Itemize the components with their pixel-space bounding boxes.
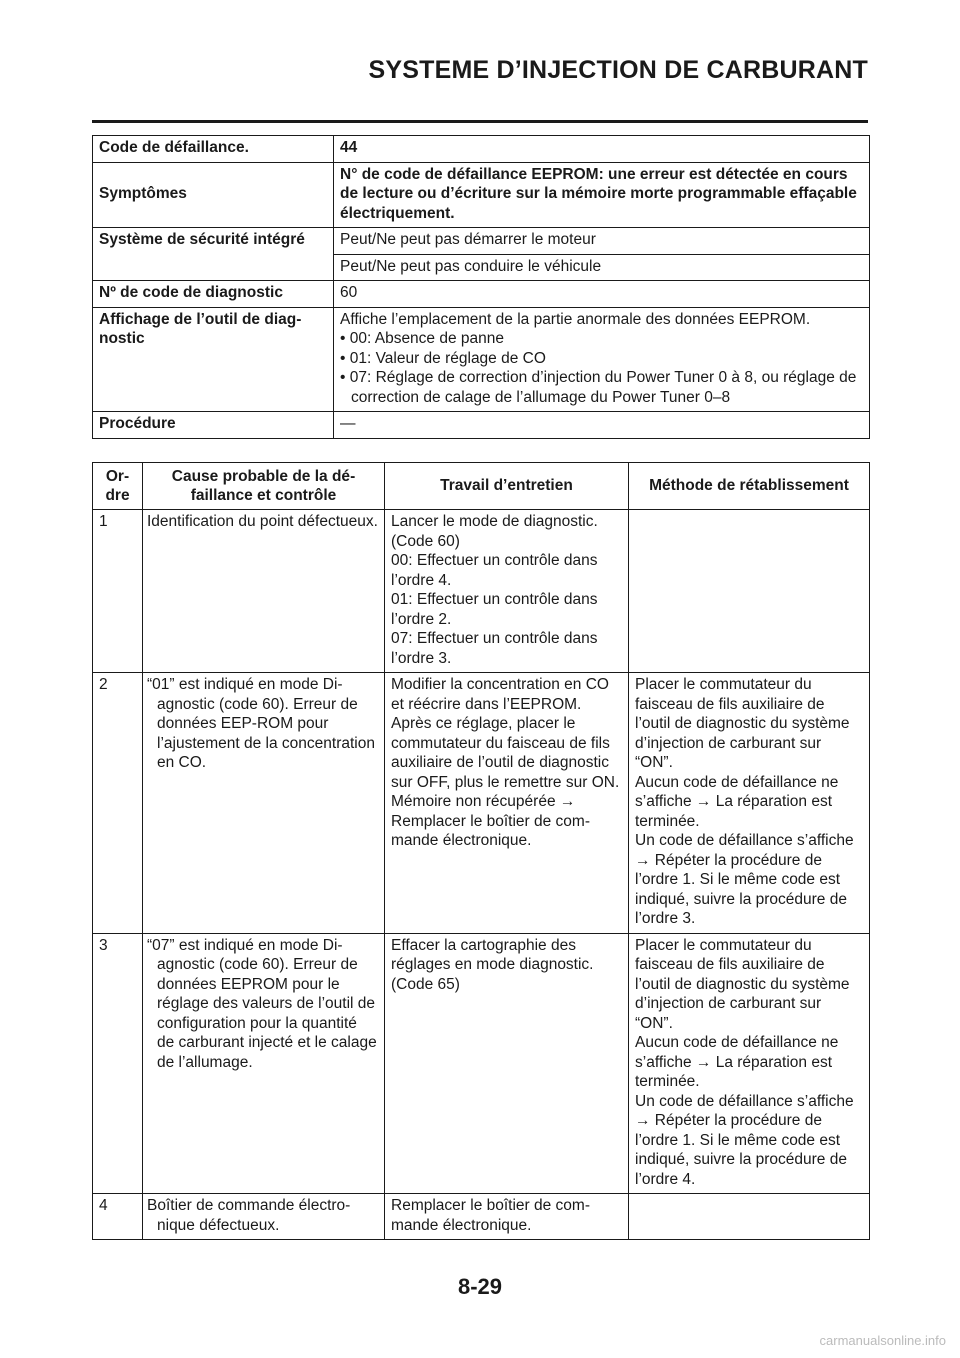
procedure-value: —	[334, 412, 870, 439]
row-cause: “07” est indiqué en mode Diagnostic (code 60). Erreur de données EEPROM pour le réglage des valeurs de l’outil de configuration pour la quantité de carburant injecté et le calage de l’allumage.	[143, 933, 385, 1194]
row-order: 3	[93, 933, 143, 1194]
safety-label: Système de sécurité intégré	[93, 228, 334, 281]
row-order: 1	[93, 510, 143, 673]
diag-row	[93, 281, 870, 308]
fault-info-table	[92, 135, 870, 439]
display-intro: Affiche l’emplacement de la partie anormale des données EEPROM.	[340, 310, 811, 328]
display-item: • 01: Valeur de réglage de CO	[340, 349, 546, 367]
procedure-header-row	[93, 463, 870, 510]
display-value	[334, 307, 870, 412]
row-cause: Boîtier de commande électronique défectueux.	[143, 1194, 385, 1240]
safety-value-2: Peut/Ne peut pas conduire le véhicule	[334, 254, 870, 281]
row-work: Effacer la cartographie des réglages en mode diagnostic. (Code 65)	[385, 933, 629, 1194]
header-method: Méthode de rétablissement	[629, 463, 870, 510]
procedure-label: Procédure	[93, 412, 334, 439]
display-item: • 07: Réglage de correction d’injection du Power Tuner 0 à 8, ou réglage de correction de calage de l’allumage du Power Tuner 0–8	[340, 369, 857, 406]
code-label: Code de défaillance.	[93, 136, 334, 163]
display-list	[340, 329, 863, 407]
symptoms-value: N° de code de défaillance EEPROM: une erreur est détectée en cours de lecture ou d’écriture sur la mémoire morte programmable effaçable électriquement.	[334, 162, 870, 228]
display-label: Affichage de l’outil de diagnostic	[93, 307, 334, 412]
safety-row-1	[93, 228, 870, 255]
page-title: SYSTEME D’INJECTION DE CARBURANT	[368, 56, 868, 84]
row-work: Remplacer le boîtier de commande électronique.	[385, 1194, 629, 1240]
table-row	[93, 673, 870, 934]
display-item: • 00: Absence de panne	[340, 330, 505, 347]
code-row	[93, 136, 870, 163]
row-order: 2	[93, 673, 143, 934]
procedure-row	[93, 412, 870, 439]
row-cause: “01” est indiqué en mode Diagnostic (code 60). Erreur de données EEP-ROM pour l’ajustement de la concentration en CO.	[143, 673, 385, 934]
safety-value-1: Peut/Ne peut pas démarrer le moteur	[334, 228, 870, 255]
symptoms-row	[93, 162, 870, 228]
row-order: 4	[93, 1194, 143, 1240]
header-work: Travail d’entretien	[385, 463, 629, 510]
title-rule	[92, 120, 868, 123]
row-cause: Identification du point défectueux.	[143, 510, 385, 673]
row-method	[629, 1194, 870, 1240]
row-method: Placer le commutateur du faisceau de fils auxiliaire de l’outil de diagnostic du système d’injection de carburant sur “ON”. Aucun code de défaillance ne s’affiche → La réparation est terminée. Un code de défaillance s’affiche → Répéter la procédure de l’ordre 1. Si le même code est indiqué, suivre la procédure de l’ordre 3.	[629, 673, 870, 934]
row-work: Lancer le mode de diagnostic. (Code 60) 00: Effectuer un contrôle dans l’ordre 4. 01: Effectuer un contrôle dans l’ordre 2. 07: Effectuer un contrôle dans l’ordre 3.	[385, 510, 629, 673]
table-row	[93, 510, 870, 673]
watermark: carmanualsonline.info	[819, 1333, 946, 1348]
table-row	[93, 933, 870, 1194]
symptoms-label: Symptômes	[93, 162, 334, 228]
diag-label: Nº de code de diagnostic	[93, 281, 334, 308]
code-value: 44	[334, 136, 870, 163]
row-method	[629, 510, 870, 673]
page-number: 8-29	[457, 1274, 503, 1299]
row-method: Placer le commutateur du faisceau de fils auxiliaire de l’outil de diagnostic du système d’injection de carburant sur “ON”. Aucun code de défaillance ne s’affiche → La réparation est terminée. Un code de défaillance s’affiche → Répéter la procédure de l’ordre 1. Si le même code est indiqué, suivre la procédure de l’ordre 4.	[629, 933, 870, 1194]
header-cause: Cause probable de la défaillance et contrôle	[143, 463, 385, 510]
header-order: Ordre	[93, 463, 143, 510]
diag-value: 60	[334, 281, 870, 308]
procedure-table	[92, 462, 870, 1240]
display-row	[93, 307, 870, 412]
row-work: Modifier la concentration en CO et réécrire dans l’EEPROM. Après ce réglage, placer le commutateur du faisceau de fils auxiliaire de l’outil de diagnostic sur OFF, plus le remettre sur ON. Mémoire non récupérée → Remplacer le boîtier de commande électronique.	[385, 673, 629, 934]
table-row	[93, 1194, 870, 1240]
